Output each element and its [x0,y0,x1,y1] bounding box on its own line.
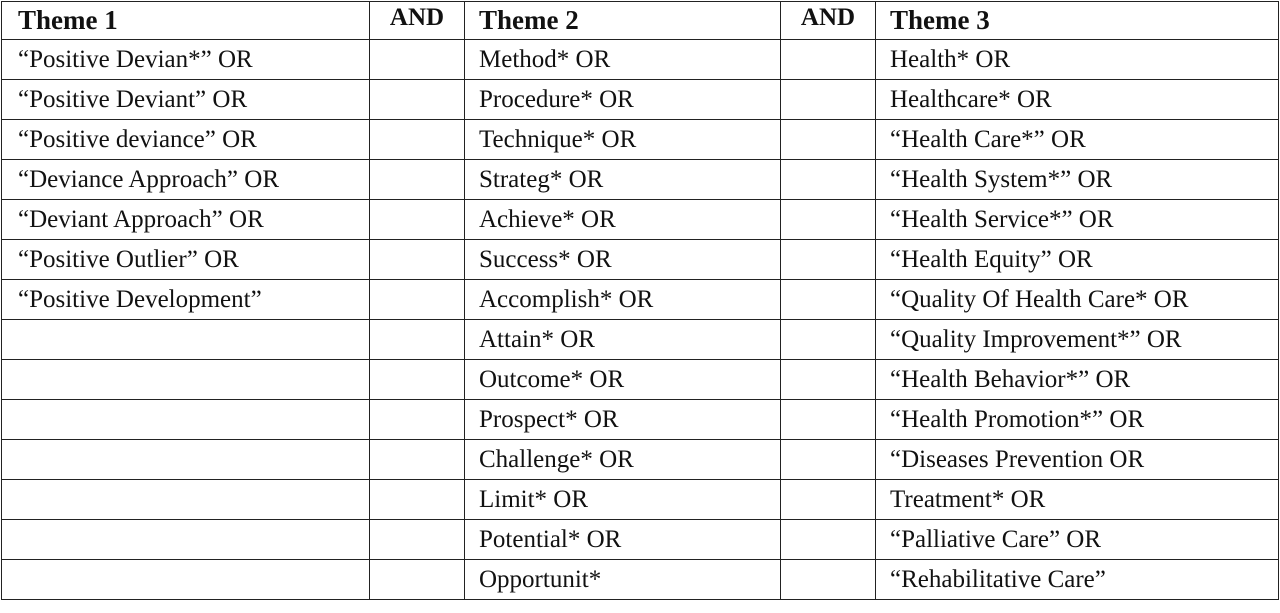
theme3-cell: Health* OR [876,40,1279,80]
and-cell-1 [370,200,465,240]
and-cell-2 [781,400,876,440]
table-row [2,280,1279,320]
theme1-cell: “Deviant Approach” OR [2,200,370,240]
theme3-cell: Healthcare* OR [876,80,1279,120]
theme1-cell [2,480,370,520]
and-cell-2 [781,480,876,520]
theme2-cell: Technique* OR [465,120,781,160]
theme3-cell: “Health System*” OR [876,160,1279,200]
theme3-cell: “Quality Of Health Care* OR [876,280,1279,320]
table-row [2,520,1279,560]
theme3-cell: “Health Promotion*” OR [876,400,1279,440]
table-row [2,360,1279,400]
theme1-cell [2,560,370,600]
theme1-cell [2,320,370,360]
theme3-cell: “Health Service*” OR [876,200,1279,240]
and-cell-1 [370,240,465,280]
theme2-cell: Challenge* OR [465,440,781,480]
theme1-cell [2,440,370,480]
theme2-cell: Procedure* OR [465,80,781,120]
theme1-cell: “Positive deviance” OR [2,120,370,160]
and-cell-1 [370,40,465,80]
theme1-cell: “Positive Development” [2,280,370,320]
theme2-cell: Limit* OR [465,480,781,520]
theme3-cell: “Health Equity” OR [876,240,1279,280]
and-cell-1 [370,560,465,600]
and-cell-2 [781,240,876,280]
and-header-2: AND [781,2,876,40]
search-terms-table [1,1,1279,600]
table-row [2,440,1279,480]
and-cell-2 [781,200,876,240]
table-row [2,240,1279,280]
and-cell-2 [781,160,876,200]
table-row [2,160,1279,200]
theme3-cell: Treatment* OR [876,480,1279,520]
header-row [2,2,1279,40]
theme3-cell: “Palliative Care” OR [876,520,1279,560]
theme1-cell: “Positive Outlier” OR [2,240,370,280]
theme2-cell: Strateg* OR [465,160,781,200]
theme1-cell [2,520,370,560]
and-cell-2 [781,40,876,80]
table-row [2,320,1279,360]
and-cell-2 [781,560,876,600]
and-cell-2 [781,520,876,560]
table-row [2,40,1279,80]
theme2-cell: Achieve* OR [465,200,781,240]
and-header-1: AND [370,2,465,40]
theme3-cell: “Health Behavior*” OR [876,360,1279,400]
theme3-cell: “Diseases Prevention OR [876,440,1279,480]
and-cell-2 [781,360,876,400]
table-row [2,560,1279,600]
and-cell-2 [781,120,876,160]
and-cell-1 [370,480,465,520]
theme2-cell: Method* OR [465,40,781,80]
and-cell-1 [370,80,465,120]
theme1-cell: “Positive Devian*” OR [2,40,370,80]
and-cell-1 [370,360,465,400]
and-cell-2 [781,280,876,320]
table-row [2,400,1279,440]
theme3-cell: “Quality Improvement*” OR [876,320,1279,360]
table-row [2,200,1279,240]
and-cell-1 [370,160,465,200]
theme2-cell: Accomplish* OR [465,280,781,320]
theme1-cell [2,400,370,440]
theme2-cell: Potential* OR [465,520,781,560]
theme2-cell: Prospect* OR [465,400,781,440]
theme2-cell: Success* OR [465,240,781,280]
and-cell-1 [370,440,465,480]
and-cell-1 [370,320,465,360]
and-cell-1 [370,280,465,320]
theme3-header: Theme 3 [876,2,1279,40]
table-body [2,40,1279,600]
theme3-cell: “Rehabilitative Care” [876,560,1279,600]
and-cell-1 [370,120,465,160]
table-row [2,480,1279,520]
theme2-cell: Attain* OR [465,320,781,360]
theme1-cell: “Positive Deviant” OR [2,80,370,120]
and-cell-1 [370,400,465,440]
theme1-header: Theme 1 [2,2,370,40]
theme1-cell [2,360,370,400]
theme3-cell: “Health Care*” OR [876,120,1279,160]
theme2-cell: Outcome* OR [465,360,781,400]
theme1-cell: “Deviance Approach” OR [2,160,370,200]
and-cell-2 [781,440,876,480]
theme2-header: Theme 2 [465,2,781,40]
table-row [2,80,1279,120]
theme2-cell: Opportunit* [465,560,781,600]
and-cell-1 [370,520,465,560]
and-cell-2 [781,320,876,360]
table-row [2,120,1279,160]
and-cell-2 [781,80,876,120]
